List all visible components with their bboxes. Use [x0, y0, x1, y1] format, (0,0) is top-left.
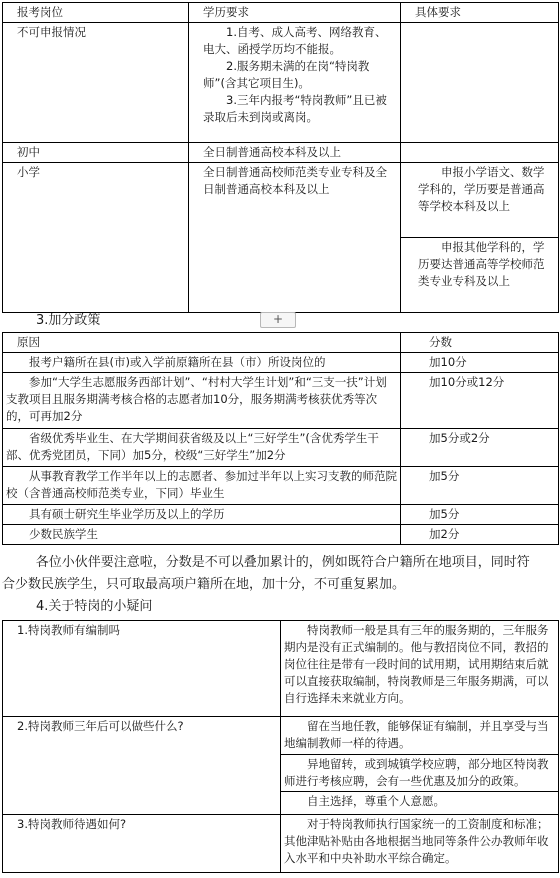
faq-table	[2, 620, 559, 873]
header-education: 学历要求	[189, 3, 401, 23]
header-specific: 具体要求	[401, 3, 559, 23]
faq-question: 3.特岗教师待遇如何?	[3, 815, 281, 873]
condition-item: 3.三年内报考“特岗教师”且已被录取后未到岗或离岗。	[203, 93, 387, 124]
ineligible-specific	[401, 23, 559, 143]
primary-req-other: 申报其他学科的，学历要达普通高等学校师范类专业专科及以上	[401, 237, 558, 291]
score-cell: 加10分或12分	[401, 373, 559, 429]
answer-paragraph: 自主选择，尊重个人意愿。	[281, 791, 558, 811]
section-4-title: 4.关于特岗的小疑问	[36, 599, 153, 614]
reason-cell: 具有硕士研究生毕业学历及以上的学历	[3, 505, 401, 525]
header-post: 报考岗位	[3, 3, 189, 23]
faq-answer	[281, 815, 559, 873]
score-cell: 加2分	[401, 525, 559, 545]
answer-paragraph: 异地留转，或到城镇学校应聘，部分地区特岗教师进行考核应聘，会有一些优惠及加分的政策。	[281, 754, 558, 791]
post-primary: 小学	[3, 163, 189, 313]
note-line-2: 合少数民族学生，只可取最高项户籍所在地，加十分，不可重复累加。	[2, 577, 406, 592]
condition-item: 2.服务期未满的在岗“特岗教师”(含其它项目生)。	[203, 59, 370, 90]
primary-specific	[401, 163, 559, 313]
answer-paragraph: 留在当地任教，能够保证有编制，并且享受与当地编制教师一样的待遇。	[284, 719, 549, 750]
section-3-title: 3.加分政策	[36, 313, 101, 328]
faq-question: 1.特岗教师有编制吗	[3, 621, 281, 717]
header-reason: 原因	[3, 333, 401, 353]
bonus-points-table	[2, 332, 559, 545]
score-cell: 加10分	[401, 353, 559, 373]
expand-button[interactable]: +	[260, 312, 296, 328]
reason-cell: 报考户籍所在县(市)或入学前原籍所在县（市）所设岗位的	[3, 353, 401, 373]
answer-paragraph: 特岗教师一般是具有三年的服务期的，三年服务期内是没有正式编制的。他与教招岗位不同，教招的岗位往往是带有一段时间的试用期，试用期结束后就可以直接获取编制，特岗教师是三年服务期满，可以自行选择未来就业方向。	[284, 623, 549, 705]
faq-answer	[281, 717, 559, 815]
junior-high-specific	[401, 143, 559, 163]
junior-high-education: 全日制普通高校本科及以上	[189, 143, 401, 163]
score-cell: 加5分	[401, 505, 559, 525]
reason-cell: 少数民族学生	[3, 525, 401, 545]
faq-answer	[281, 621, 559, 717]
reason-cell: 从事教育教学工作半年以上的志愿者、参加过半年以上实习支教的师范院校（含普通高校师范类专业，下同）毕业生	[3, 467, 401, 505]
ineligible-conditions	[189, 23, 401, 143]
condition-item: 1.自考、成人高考、网络教育、电大、函授学历均不能报。	[203, 25, 387, 56]
answer-paragraph: 对于特岗教师执行国家统一的工资制度和标准；其他津贴补贴由各地根据当地同等条件公办教师年收入水平和中央补助水平综合确定。	[284, 817, 549, 865]
primary-req-chinese-math: 申报小学语文、数学学科的，学历要是普通高等学校本科及以上	[418, 165, 545, 213]
reason-cell: 省级优秀毕业生、在大学期间获省级及以上“三好学生”(含优秀学生干部、优秀党团员，下同）加5分，校级“三好学生”加2分	[3, 429, 401, 467]
score-cell: 加5分	[401, 467, 559, 505]
post-ineligible: 不可申报情况	[3, 23, 189, 143]
reason-cell: 参加“大学生志愿服务西部计划”、“村村大学生计划”和“三支一扶”计划支教项目且服务期满考核合格的志愿者加10分，服务期满考核获优秀等次的，可再加2分	[3, 373, 401, 429]
education-requirements-table	[2, 2, 559, 313]
header-score: 分数	[401, 333, 559, 353]
note-line-1: 各位小伙伴要注意啦，分数是不可以叠加累计的，例如既符合户籍所在地项目，同时符	[35, 555, 530, 570]
score-cell: 加5分或2分	[401, 429, 559, 467]
faq-question: 2.特岗教师三年后可以做些什么?	[3, 717, 281, 815]
primary-education: 全日制普通高校师范类专业专科及全日制普通高校本科及以上	[189, 163, 401, 313]
post-junior-high: 初中	[3, 143, 189, 163]
